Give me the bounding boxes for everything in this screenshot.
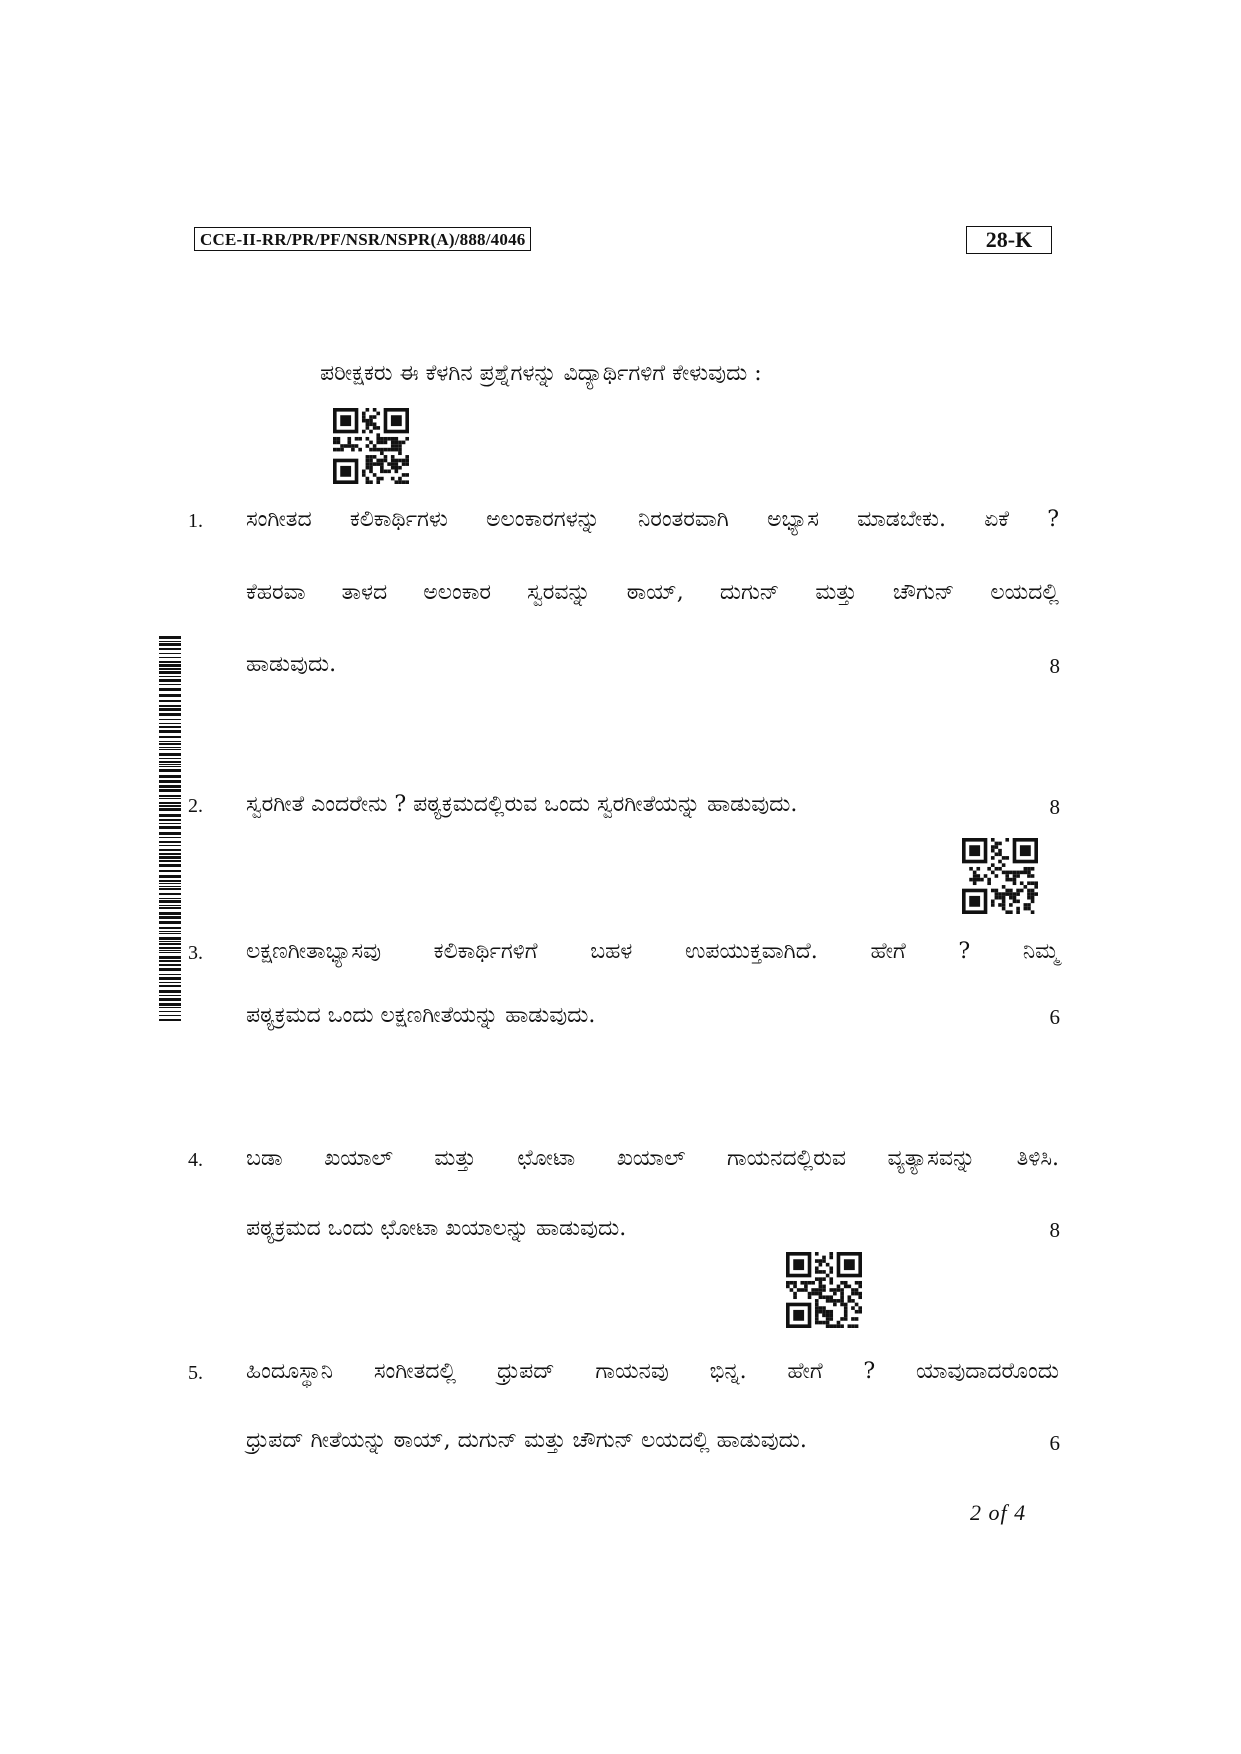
- barcode-graphic: [159, 636, 181, 1022]
- question-4-number: 4.: [188, 1149, 203, 1171]
- question-1-line-2: ಕೆಹರವಾ ತಾಳದ ಅಲಂಕಾರ ಸ್ವರವನ್ನು ಠಾಯ್, ದುಗುನ್ ಮತ್ತು ಚೌಗುನ್ ಲಯದಲ್ಲಿ: [246, 580, 1059, 605]
- question-5-line-1: ಹಿಂದೂಸ್ಥಾನಿ ಸಂಗೀತದಲ್ಲಿ ಧ್ರುಪದ್ ಗಾಯನವು ಭಿನ್ನ. ಹೇಗೆ ? ಯಾವುದಾದರೊಂದು: [246, 1359, 1059, 1384]
- question-3-number: 3.: [188, 942, 203, 964]
- question-1-line-3: ಹಾಡುವುದು.: [246, 652, 337, 677]
- question-5-number: 5.: [188, 1362, 203, 1384]
- question-3-marks: 6: [1049, 1005, 1060, 1029]
- subject-code: 28-K: [966, 226, 1052, 254]
- paper-code: CCE-II-RR/PR/PF/NSR/NSPR(A)/888/4046: [194, 227, 531, 251]
- examiner-instruction: ಪರೀಕ್ಷಕರು ಈ ಕೆಳಗಿನ ಪ್ರಶ್ನೆಗಳನ್ನು ವಿದ್ಯಾರ್ಥಿಗಳಿಗೆ ಕೇಳುವುದು :: [320, 361, 762, 386]
- question-5-line-2: ಧ್ರುಪದ್ ಗೀತೆಯನ್ನು ಠಾಯ್, ದುಗುನ್ ಮತ್ತು ಚೌಗುನ್ ಲಯದಲ್ಲಿ ಹಾಡುವುದು.: [246, 1428, 807, 1453]
- question-5-marks: 6: [1049, 1431, 1060, 1455]
- qr-code-graphic: [333, 408, 409, 484]
- question-1-line-1: ಸಂಗೀತದ ಕಲಿಕಾರ್ಥಿಗಳು ಅಲಂಕಾರಗಳನ್ನು ನಿರಂತರವಾಗಿ ಅಭ್ಯಾಸ ಮಾಡಬೇಕು. ಏಕೆ ?: [246, 507, 1059, 532]
- question-1-number: 1.: [188, 510, 203, 532]
- qr-code-icon: [962, 838, 1038, 914]
- qr-code-graphic: [962, 838, 1038, 914]
- question-3-line-2: ಪಠ್ಯಕ್ರಮದ ಒಂದು ಲಕ್ಷಣಗೀತೆಯನ್ನು ಹಾಡುವುದು.: [246, 1003, 596, 1028]
- page-number: 2 of 4: [970, 1500, 1027, 1525]
- question-4-line-2: ಪಠ್ಯಕ್ರಮದ ಒಂದು ಛೋಟಾ ಖಯಾಲನ್ನು ಹಾಡುವುದು.: [246, 1216, 627, 1241]
- question-1-marks: 8: [1049, 654, 1060, 678]
- qr-code-icon: [333, 408, 409, 484]
- question-3-line-1: ಲಕ್ಷಣಗೀತಾಭ್ಯಾಸವು ಕಲಿಕಾರ್ಥಿಗಳಿಗೆ ಬಹಳ ಉಪಯುಕ್ತವಾಗಿದೆ. ಹೇಗೆ ? ನಿಮ್ಮ: [246, 939, 1059, 964]
- qr-code-icon: [786, 1252, 862, 1328]
- barcode-icon: [159, 636, 181, 1022]
- question-2-line-1: ಸ್ವರಗೀತೆ ಎಂದರೇನು ? ಪಠ್ಯಕ್ರಮದಲ್ಲಿರುವ ಒಂದು ಸ್ವರಗೀತೆಯನ್ನು ಹಾಡುವುದು.: [246, 792, 798, 817]
- question-4-line-1: ಬಡಾ ಖಯಾಲ್ ಮತ್ತು ಛೋಟಾ ಖಯಾಲ್ ಗಾಯನದಲ್ಲಿರುವ ವ್ಯತ್ಯಾಸವನ್ನು ತಿಳಿಸಿ.: [246, 1146, 1059, 1171]
- qr-code-graphic: [786, 1252, 862, 1328]
- question-4-marks: 8: [1049, 1218, 1060, 1242]
- question-2-number: 2.: [188, 795, 203, 817]
- question-2-marks: 8: [1049, 795, 1060, 819]
